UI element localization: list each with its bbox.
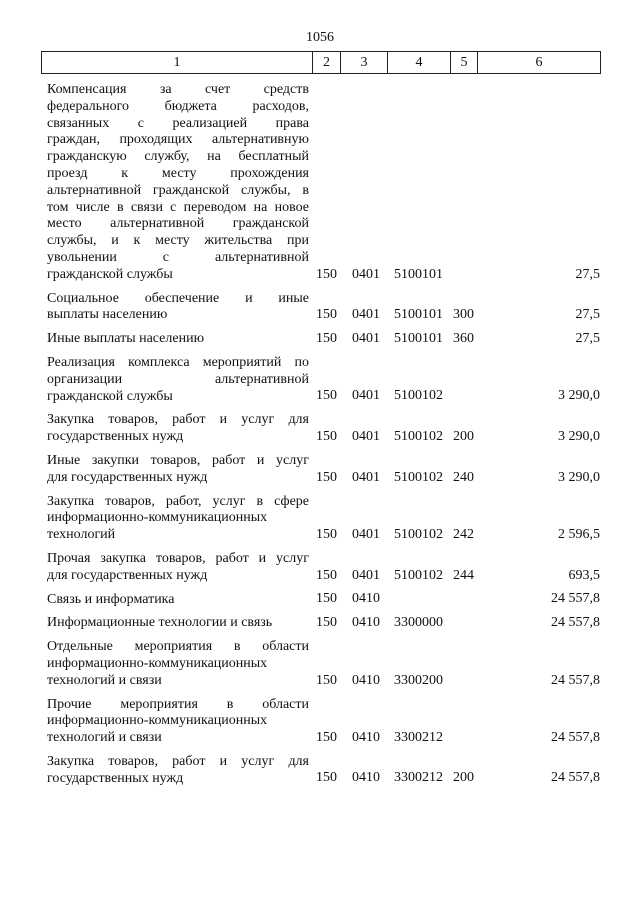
amount-value: 27,5 [575, 266, 600, 282]
grbs-code: 150 [316, 591, 337, 607]
section-code: 0410 [352, 672, 380, 688]
grbs-code: 150 [316, 770, 337, 786]
amount-value: 3 290,0 [558, 469, 600, 485]
section-code: 0401 [352, 469, 380, 485]
expense-type-code: 240 [453, 469, 474, 485]
expense-type-code: 200 [453, 770, 474, 786]
section-code: 0410 [352, 770, 380, 786]
target-article-code: 5100102 [394, 469, 443, 485]
description-line: технологий [47, 527, 116, 543]
section-code: 0401 [352, 307, 380, 323]
description-line: для государственных нужд [47, 469, 208, 485]
grbs-code: 150 [316, 469, 337, 485]
description-line: увольнении с альтернативной [47, 249, 309, 265]
expense-type-code: 360 [453, 330, 474, 346]
description-line: альтернативной гражданской службы, в [47, 182, 309, 198]
description-line: организации альтернативной [47, 371, 309, 387]
amount-value: 24 557,8 [551, 770, 600, 786]
grbs-code: 150 [316, 615, 337, 631]
description-line: информационно-коммуникационных [47, 713, 268, 729]
description-line: технологий и связи [47, 672, 162, 688]
section-code: 0410 [352, 615, 380, 631]
description-line: Прочие мероприятия в области [47, 696, 309, 712]
header-col-amount: 6 [535, 54, 543, 70]
table-row [47, 412, 607, 446]
table-row [47, 697, 607, 747]
table-row [47, 494, 607, 544]
expense-type-code: 242 [453, 526, 474, 542]
description-line: Закупка товаров, работ, услуг в сфере [47, 493, 309, 509]
target-article-code: 3300212 [394, 729, 443, 745]
amount-value: 3 290,0 [558, 388, 600, 404]
description-line: Прочая закупка товаров, работ и услуг [47, 550, 309, 566]
budget-table-body [47, 82, 607, 794]
grbs-code: 150 [316, 672, 337, 688]
header-col-description: 1 [42, 52, 313, 73]
page-number: 1056 [306, 30, 334, 45]
description-line: Иные выплаты населению [47, 331, 205, 347]
row-codes [47, 470, 600, 487]
grbs-code: 150 [316, 567, 337, 583]
target-article-code: 5100102 [394, 428, 443, 444]
table-row [47, 639, 607, 689]
row-codes [47, 591, 600, 608]
expense-type-code: 300 [453, 307, 474, 323]
section-code: 0410 [352, 729, 380, 745]
grbs-code: 150 [316, 266, 337, 282]
grbs-code: 150 [316, 307, 337, 323]
description-line: Закупка товаров, работ и услуг для [47, 412, 309, 428]
table-row [47, 615, 607, 632]
table-row [47, 551, 607, 585]
target-article-code: 3300000 [394, 615, 443, 631]
grbs-code: 150 [316, 330, 337, 346]
target-article-code: 3300212 [394, 770, 443, 786]
target-article-code: 5100102 [394, 526, 443, 542]
description-line: том числе в связи с переводом на новое [47, 199, 309, 215]
description-line: для государственных нужд [47, 567, 208, 583]
description-line: гражданской службы [47, 266, 173, 282]
grbs-code: 150 [316, 729, 337, 745]
table-row [47, 355, 607, 405]
grbs-code: 150 [316, 388, 337, 404]
description-line: связанных с реализацией права [47, 115, 309, 131]
target-article-code: 5100101 [394, 307, 443, 323]
section-code: 0401 [352, 428, 380, 444]
row-codes [47, 388, 600, 405]
description-line: гражданской службы [47, 388, 173, 404]
description-line: Связь и информатика [47, 591, 175, 607]
header-col-target-article: 4 [388, 52, 451, 73]
amount-value: 24 557,8 [551, 615, 600, 631]
row-codes [47, 527, 600, 544]
description-line: федерального бюджета расходов, [47, 98, 309, 114]
description-line: информационно-коммуникационных [47, 655, 268, 671]
row-codes [47, 429, 600, 446]
table-row [47, 592, 607, 609]
description-line: Иные закупки товаров, работ и услуг [47, 452, 309, 468]
amount-value: 27,5 [575, 330, 600, 346]
row-codes [47, 307, 600, 324]
table-row [47, 82, 607, 284]
section-code: 0401 [352, 567, 380, 583]
description-line: Реализация комплекса мероприятий по [47, 354, 309, 370]
row-description [47, 82, 309, 284]
amount-value: 27,5 [575, 307, 600, 323]
row-codes [47, 615, 600, 632]
description-line: граждан, проходящих альтернативную [47, 132, 309, 148]
description-line: службы, и к месту жительства при [47, 233, 309, 249]
target-article-code: 5100101 [394, 330, 443, 346]
description-line: государственных нужд [47, 770, 184, 786]
target-article-code: 3300200 [394, 672, 443, 688]
description-line: Закупка товаров, работ и услуг для [47, 753, 309, 769]
description-line: Информационные технологии и связь [47, 615, 273, 631]
amount-value: 693,5 [568, 567, 600, 583]
target-article-code: 5100101 [394, 266, 443, 282]
table-header [41, 51, 601, 74]
target-article-code: 5100102 [394, 388, 443, 404]
grbs-code: 150 [316, 428, 337, 444]
header-col-grbs: 2 [313, 52, 341, 73]
row-codes [47, 568, 600, 585]
row-codes [47, 730, 600, 747]
amount-value: 24 557,8 [551, 672, 600, 688]
section-code: 0401 [352, 266, 380, 282]
description-line: технологий и связи [47, 730, 162, 746]
description-line: гражданскую службу, на бесплатный [47, 149, 309, 165]
description-line: выплаты населению [47, 307, 168, 323]
target-article-code: 5100102 [394, 567, 443, 583]
amount-value: 24 557,8 [551, 591, 600, 607]
row-codes [47, 331, 600, 348]
section-code: 0401 [352, 526, 380, 542]
description-line: место альтернативной гражданской [47, 216, 309, 232]
section-code: 0401 [352, 388, 380, 404]
description-line: Отдельные мероприятия в области [47, 639, 309, 655]
header-col-section: 3 [341, 52, 388, 73]
amount-value: 3 290,0 [558, 428, 600, 444]
description-line: Социальное обеспечение и иные [47, 290, 309, 306]
table-row [47, 291, 607, 325]
description-line: проезд к месту прохождения [47, 165, 309, 181]
description-line: государственных нужд [47, 429, 184, 445]
row-codes [47, 770, 600, 787]
header-col-expense-type: 5 [451, 52, 478, 73]
table-row [47, 754, 607, 788]
amount-value: 24 557,8 [551, 729, 600, 745]
amount-value: 2 596,5 [558, 526, 600, 542]
expense-type-code: 200 [453, 428, 474, 444]
description-line: Компенсация за счет средств [47, 82, 309, 97]
section-code: 0401 [352, 330, 380, 346]
table-row [47, 453, 607, 487]
grbs-code: 150 [316, 526, 337, 542]
section-code: 0410 [352, 591, 380, 607]
row-codes [47, 673, 600, 690]
table-row [47, 331, 607, 348]
row-codes [47, 267, 600, 284]
description-line: информационно-коммуникационных [47, 510, 268, 526]
expense-type-code: 244 [453, 567, 474, 583]
